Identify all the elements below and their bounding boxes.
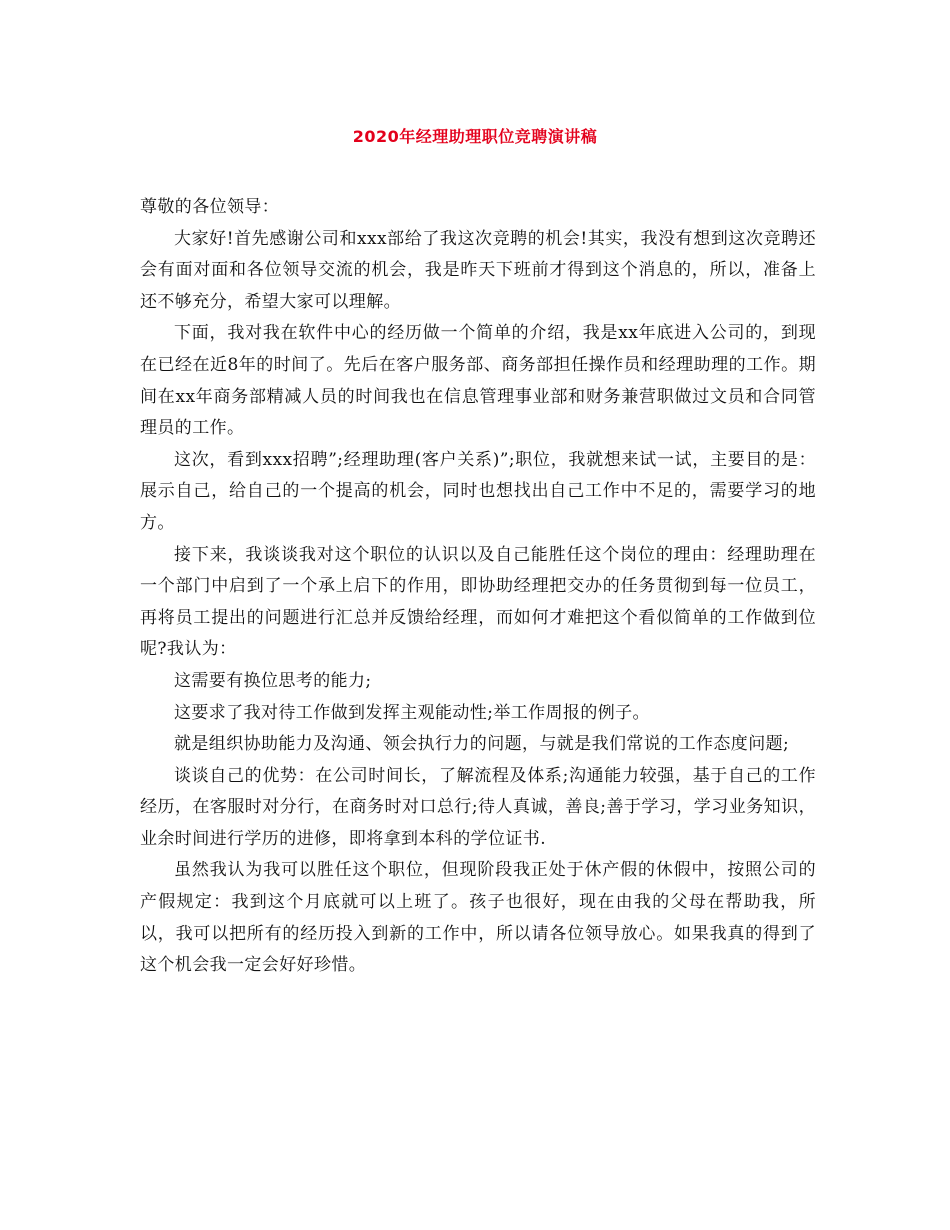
paragraph-closing: 虽然我认为我可以胜任这个职位，但现阶段我正处于休产假的休假中，按照公司的产假规定：我到这个月底就可以上班了。孩子也很好，现在由我的父母在帮助我，所以，我可以把所有的经历投入到新的工作中，所以请各位领导放心。如果我真的得到了这个机会我一定会好好珍惜。: [140, 860, 816, 976]
salutation: 尊敬的各位领导：: [140, 197, 280, 217]
paragraph-experience: 下面，我对我在软件中心的经历做一个简单的介绍，我是xx年底进入公司的，到现在已经在近8年的时间了。先后在客户服务部、商务部担任操作员和经理助理的工作。期间在xx年商务部精减人员的时间我也在信息管理事业部和财务兼营职做过文员和合同管理员的工作。: [140, 323, 816, 439]
document-title: 2020年经理助理职位竞聘演讲稿: [352, 127, 598, 146]
paragraph-intro: 大家好!首先感谢公司和xxx部给了我这次竞聘的机会!其实，我没有想到这次竞聘还会有面对面和各位领导交流的机会，我是昨天下班前才得到这个消息的，所以，准备上还不够充分，希望大家可以理解。: [140, 228, 816, 312]
paragraph-point-3: 就是组织协助能力及沟通、领会执行力的问题，与就是我们常说的工作态度问题;: [174, 734, 790, 755]
paragraph-motivation: 这次，看到xxx招聘”;经理助理(客户关系)”;职位，我就想来试一试，主要目的是：展示自己，给自己的一个提高的机会，同时也想找出自己工作中不足的，需要学习的地方。: [140, 449, 816, 533]
document-body: [140, 192, 816, 982]
paragraph-strengths: 谈谈自己的优势：在公司时间长，了解流程及体系;沟通能力较强，基于自己的工作经历，在客服时对分行，在商务时对口总行;待人真诚，善良;善于学习，学习业务知识，业余时间进行学历的进修，即将拿到本科的学位证书.: [140, 765, 816, 849]
paragraph-role-understanding: 接下来，我谈谈我对这个职位的认识以及自己能胜任这个岗位的理由：经理助理在一个部门中启到了一个承上启下的作用，即协助经理把交办的任务贯彻到每一位员工，再将员工提出的问题进行汇总并反馈给经理，而如何才难把这个看似简单的工作做到位呢?我认为：: [140, 544, 816, 660]
paragraph-point-2: 这要求了我对待工作做到发挥主观能动性;举工作周报的例子。: [174, 702, 650, 723]
paragraph-point-1: 这需要有换位思考的能力;: [174, 670, 372, 691]
